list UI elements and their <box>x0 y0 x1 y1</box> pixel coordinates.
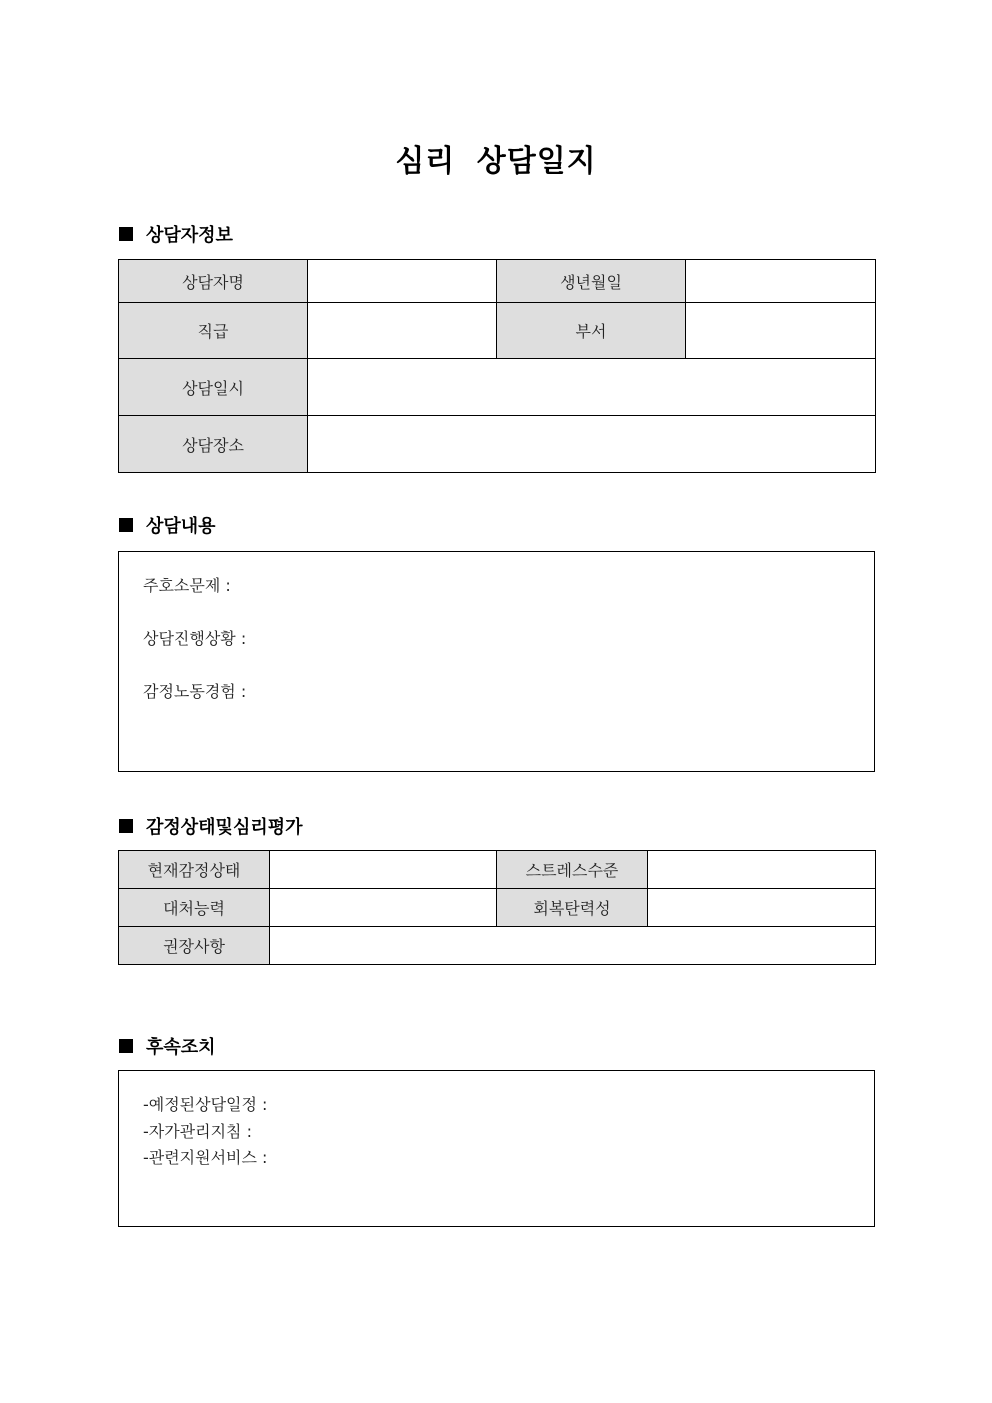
section-heading-label: 상담자정보 <box>146 225 233 246</box>
birthdate-label: 생년월일 <box>497 260 686 303</box>
recommendations-label: 권장사항 <box>119 927 270 965</box>
section-heading-counseling-content <box>119 513 216 537</box>
birthdate-field[interactable] <box>686 260 876 303</box>
black-square-icon <box>119 227 133 241</box>
section-heading-follow-up <box>119 1034 216 1058</box>
table-row <box>119 927 876 965</box>
coping-ability-label: 대처능력 <box>119 889 270 927</box>
resilience-field[interactable] <box>648 889 876 927</box>
table-row <box>119 359 876 416</box>
emotional-assessment-table <box>118 850 876 965</box>
section-heading-label: 감정상태및심리평가 <box>146 817 303 838</box>
counseling-location-label: 상담장소 <box>119 416 308 473</box>
table-row <box>119 303 876 359</box>
black-square-icon <box>119 518 133 532</box>
section-heading-emotional-assessment <box>119 814 303 838</box>
chief-complaint-line: 주호소문제 : <box>143 576 231 595</box>
counseling-progress-line: 상담진행상황 : <box>143 629 247 648</box>
counseling-datetime-label: 상담일시 <box>119 359 308 416</box>
scheduled-session-line: -예정된상담일정 : <box>143 1095 268 1114</box>
counseling-content-box[interactable] <box>118 551 875 772</box>
black-square-icon <box>119 1039 133 1053</box>
stress-level-field[interactable] <box>648 851 876 889</box>
support-services-line: -관련지원서비스 : <box>143 1148 268 1167</box>
stress-level-label: 스트레스수준 <box>497 851 648 889</box>
current-emotion-label: 현재감정상태 <box>119 851 270 889</box>
counselee-name-label: 상담자명 <box>119 260 308 303</box>
counseling-location-field[interactable] <box>308 416 876 473</box>
emotional-labor-line: 감정노동경험 : <box>143 682 247 701</box>
section-heading-counselee-info <box>119 222 233 246</box>
resilience-label: 회복탄력성 <box>497 889 648 927</box>
current-emotion-field[interactable] <box>270 851 497 889</box>
document-title: 심리 상담일지 <box>395 144 597 179</box>
table-row <box>119 260 876 303</box>
self-care-guideline-line: -자가관리지침 : <box>143 1122 252 1141</box>
recommendations-field[interactable] <box>270 927 876 965</box>
coping-ability-field[interactable] <box>270 889 497 927</box>
table-row <box>119 889 876 927</box>
department-label: 부서 <box>497 303 686 359</box>
follow-up-box[interactable] <box>118 1070 875 1227</box>
section-heading-label: 상담내용 <box>146 516 216 537</box>
section-heading-label: 후속조치 <box>146 1037 216 1058</box>
counselee-info-table <box>118 259 876 473</box>
black-square-icon <box>119 819 133 833</box>
counseling-datetime-field[interactable] <box>308 359 876 416</box>
position-label: 직급 <box>119 303 308 359</box>
table-row <box>119 851 876 889</box>
department-field[interactable] <box>686 303 876 359</box>
counselee-name-field[interactable] <box>308 260 497 303</box>
table-row <box>119 416 876 473</box>
position-field[interactable] <box>308 303 497 359</box>
